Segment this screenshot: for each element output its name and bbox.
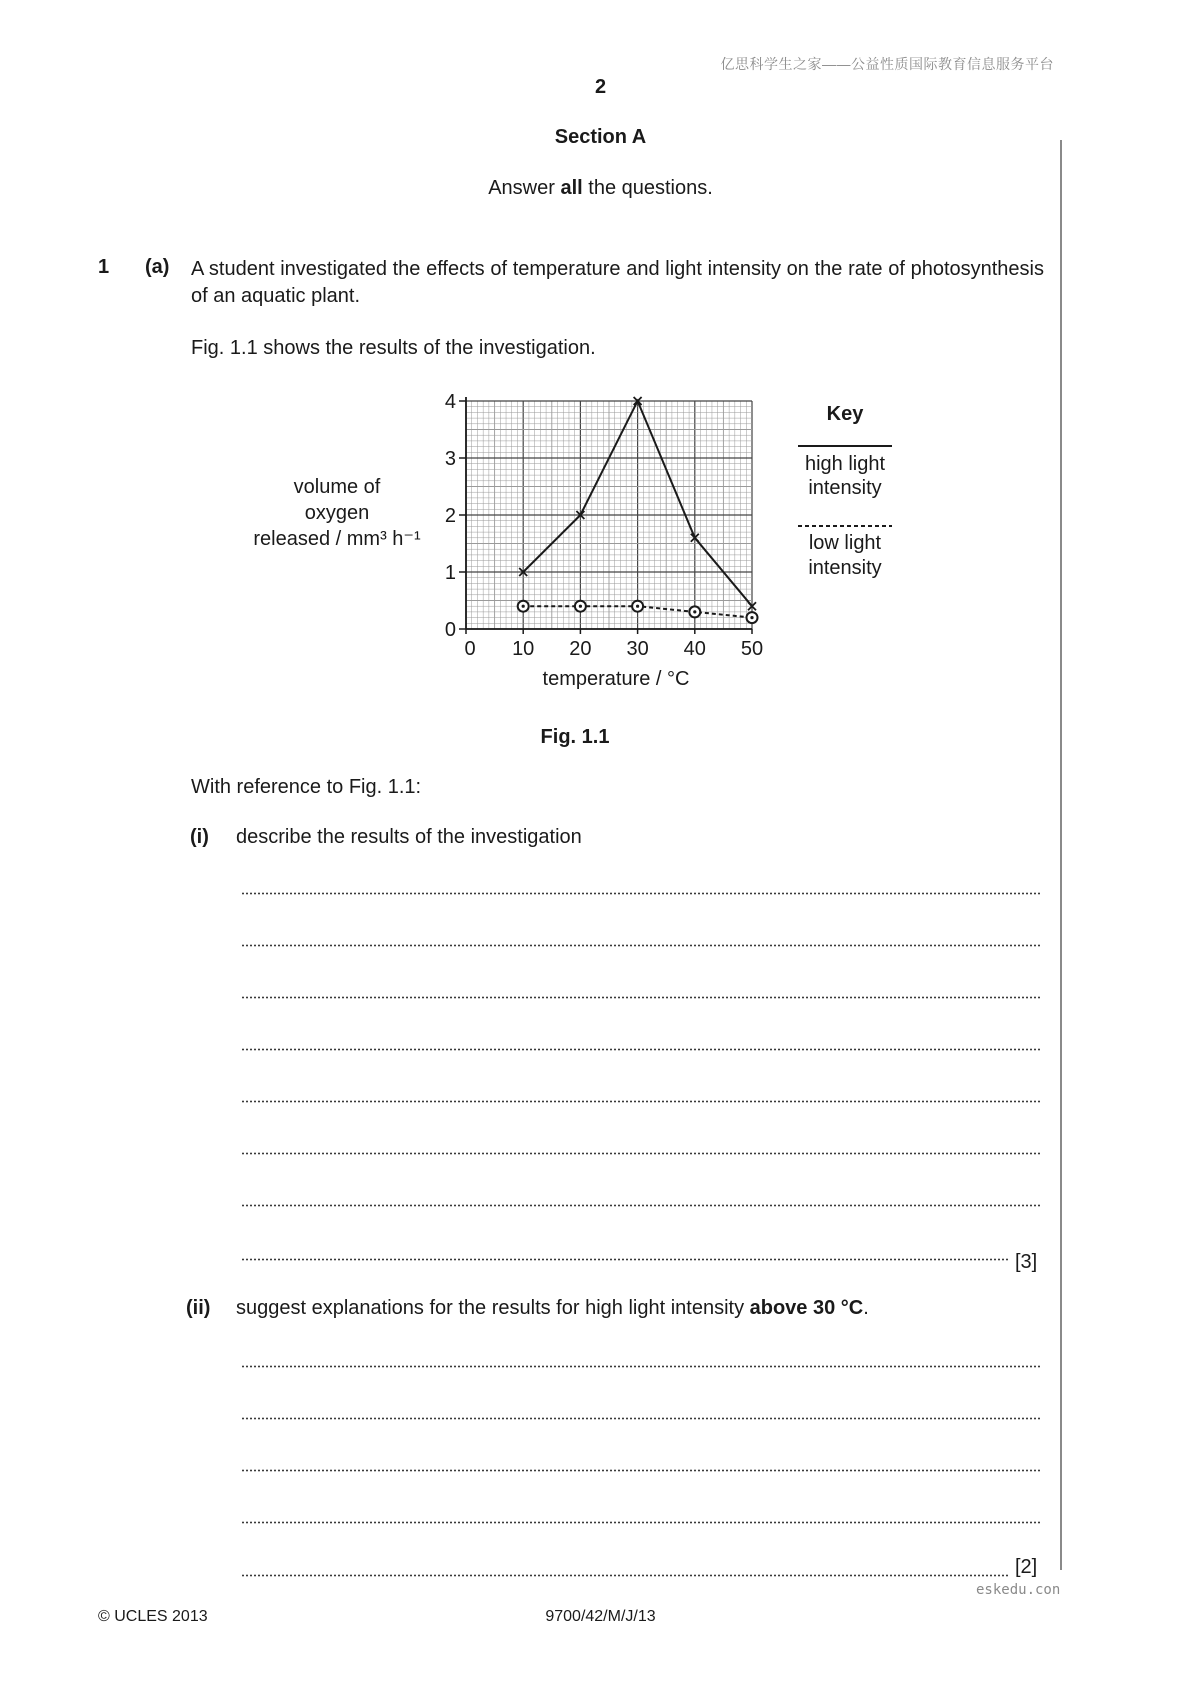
chart-legend <box>798 403 892 579</box>
legend-title: Key <box>826 403 864 425</box>
chart-ticks <box>445 391 763 660</box>
circle-dot <box>636 605 639 608</box>
answer-line-ii-2 <box>241 1417 1041 1420</box>
data-point-circle <box>518 601 529 612</box>
sub-question-ii-text-before: suggest explanations for the results for high light intensity <box>236 1297 750 1319</box>
y-axis-label-line: volume of <box>293 476 381 498</box>
x-axis-label: temperature / °C <box>542 668 690 690</box>
legend-label-1: intensity <box>808 477 882 499</box>
sub-question-ii <box>186 1297 210 1320</box>
circle-dot <box>750 616 753 619</box>
answer-line-i-8 <box>241 1258 1009 1261</box>
data-point-circle <box>747 612 758 623</box>
y-axis-label-line: oxygen <box>304 502 370 524</box>
footer-copyright: © UCLES 2013 <box>98 1608 208 1625</box>
answer-line-i-7 <box>241 1204 1041 1207</box>
sub-question-ii-text-bold: above 30 °C <box>749 1297 864 1319</box>
y-tick-label: 0 <box>444 619 456 641</box>
answer-line-ii-4 <box>241 1521 1041 1524</box>
sub-question-ii-label: (ii) <box>186 1297 211 1319</box>
question-text: A student investigated the effects of temperature and light intensity on the rate of photosynthesis of an aquatic plant. <box>191 258 1044 307</box>
answer-line-ii-5 <box>241 1574 1009 1577</box>
question-number: 1 <box>98 256 110 278</box>
watermark-top: 亿思科学生之家——公益性质国际教育信息服务平台 <box>720 56 1054 72</box>
figure-intro: Fig. 1.1 shows the results of the investigation. <box>191 337 596 359</box>
y-tick-label: 4 <box>444 391 456 413</box>
data-point-circle <box>632 601 643 612</box>
answer-line-i-5 <box>241 1100 1041 1103</box>
x-tick-label: 20 <box>569 638 592 660</box>
data-point-circle <box>575 601 586 612</box>
answer-line-i-1 <box>241 892 1041 895</box>
sub-question-i <box>190 826 209 849</box>
chart-grid <box>466 401 752 629</box>
x-tick-label: 0 <box>464 638 476 660</box>
sub-question-ii-text <box>236 1297 869 1320</box>
x-tick-label: 50 <box>740 638 764 660</box>
margin-line <box>1060 140 1062 1570</box>
marks-ii: [2] <box>1015 1556 1038 1578</box>
answer-line-i-3 <box>241 996 1041 999</box>
circle-dot <box>522 605 525 608</box>
x-tick-label: 40 <box>683 638 706 660</box>
sub-question-i-label: (i) <box>190 826 209 848</box>
figure-caption: Fig. 1.1 <box>540 726 610 748</box>
footer-code: 9700/42/M/J/13 <box>545 1608 656 1625</box>
x-tick-label: 30 <box>626 638 649 660</box>
legend-label-2: intensity <box>808 557 882 579</box>
watermark-bottom: eskedu.con <box>976 1582 1061 1598</box>
instruction-before: Answer <box>488 177 561 199</box>
y-tick-label: 1 <box>444 562 456 584</box>
reference-text: With reference to Fig. 1.1: <box>191 776 422 798</box>
y-axis-label-line: released / mm³ h⁻¹ <box>253 528 421 550</box>
instruction-bold: all <box>560 177 583 199</box>
figure-chart <box>240 385 920 705</box>
sub-question-ii-text-after: . <box>863 1297 869 1319</box>
instruction-after: the questions. <box>582 177 713 199</box>
section-title: Section A <box>554 126 647 148</box>
question-part: (a) <box>145 256 170 278</box>
marks-i: [3] <box>1015 1251 1038 1273</box>
y-tick-label: 2 <box>444 505 456 527</box>
instruction <box>0 177 1191 200</box>
circle-dot <box>693 610 696 613</box>
y-axis-label <box>253 476 421 550</box>
page-number: 2 <box>594 76 607 98</box>
answer-line-ii-3 <box>241 1469 1041 1472</box>
legend-label-1: high light <box>804 453 886 475</box>
answer-line-i-4 <box>241 1048 1041 1051</box>
answer-line-ii-1 <box>241 1365 1041 1368</box>
data-point-circle <box>689 606 700 617</box>
answer-line-i-6 <box>241 1152 1041 1155</box>
x-tick-label: 10 <box>512 638 535 660</box>
circle-dot <box>579 605 582 608</box>
y-tick-label: 3 <box>444 448 456 470</box>
legend-label-2: low light <box>808 532 882 554</box>
answer-line-i-2 <box>241 944 1041 947</box>
sub-question-i-text: describe the results of the investigation <box>236 826 582 848</box>
